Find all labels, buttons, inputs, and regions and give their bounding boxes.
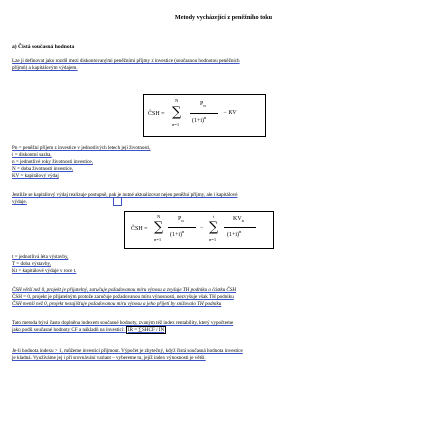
formula2-num2: $KV_n$ bbox=[233, 216, 244, 224]
formula1-sum-bottom: n=1 bbox=[172, 122, 180, 127]
sum-symbol-2a: ∑ bbox=[154, 220, 164, 235]
intro-line-1: Lze ji definovat jako rozdíl mezi diskontovanými peněžními příjmy z investice (současnou hodnotou peněžních bbox=[12, 58, 240, 64]
index-formula: IR = ∑SHCF / IN bbox=[127, 327, 165, 333]
csh-rule-negative: ČSH menší než 0, projekt nezajišťuje požadovanou míru výnosu a jeho přijetí by snižovalo TH podniku bbox=[12, 301, 222, 307]
formula1-tail: − KV bbox=[223, 110, 237, 116]
formula2-sum1-bottom: n=1 bbox=[154, 237, 162, 242]
formula1-numerator: $P_n$ bbox=[200, 101, 206, 109]
sum-symbol-2b: ∑ bbox=[209, 220, 219, 235]
middle-line-1: Jestliže se kapitálový výdaj realizuje postupně, pak je nutné aktualizovat nejen peněžní příjmy, ale i kapitálové bbox=[12, 192, 238, 198]
formula2-fraction-bar-1 bbox=[168, 227, 196, 228]
formula2-num1: $P_n$ bbox=[178, 216, 184, 224]
index-line-2: jako podíl současné hodnoty CF a nákladů na investici: IR = ∑SHCF / IN bbox=[12, 327, 165, 333]
legend2-line-3: Kt = kapitálové výdaje v roce t. bbox=[12, 268, 77, 274]
csh-rule-positive: ČSH větší než 0, projekt je přijatelný, zaručuje požadovanou míru výnosu a zvyšuje TH podniku o částku ČSH bbox=[12, 287, 237, 293]
formula2-den1: $(1+i)^n$ bbox=[170, 229, 185, 238]
formula2-minus: − bbox=[200, 225, 204, 231]
legend1-line-4: N = doba životnosti investice, bbox=[12, 166, 74, 172]
formula1-sum-top: N bbox=[175, 98, 179, 103]
final-line-2: je kladná. Využíváme jej i při srovnávání variant – vybereme tu, jejíž index výnosnosti je větší. bbox=[12, 355, 206, 361]
legend1-line-1: Pn = peněžní příjem z investice v jednotlivých letech její životnosti, bbox=[12, 145, 151, 151]
formula2-sum1-top: N bbox=[157, 214, 161, 219]
intro-line-2: příjmů) a kapitálovým výdajem. bbox=[12, 65, 78, 71]
formula2-sum2-bottom: n=1 bbox=[209, 237, 217, 242]
formula-csh-box bbox=[143, 94, 266, 137]
formula2-fraction-bar-2 bbox=[224, 227, 256, 228]
final-line-1: Je-li hodnota indexu > 1, můžeme investici přijmout. Výpočet je zbytečný, když čistá současná hodnota investice bbox=[12, 348, 243, 354]
formula2-den2: $(1+i)^n$ bbox=[227, 229, 242, 238]
index-line-1: Tato metoda bývá často doplněna indexem současné hodnoty, zvaným též index rentability, který vypočteme bbox=[12, 320, 234, 326]
formula1-fraction-bar bbox=[190, 113, 218, 114]
anchor-marker bbox=[113, 197, 122, 206]
middle-line-2: výdaje. bbox=[12, 199, 27, 205]
section-heading: a) Čistá současná hodnota bbox=[12, 44, 75, 50]
legend1-line-5: KV = kapitálový výdaj bbox=[12, 173, 59, 179]
legend2-line-2: T = doba výstavby, bbox=[12, 261, 51, 267]
legend2-line-1: t = jednotlivá léta výstavby, bbox=[12, 254, 69, 260]
formula1-lhs: ČSH = bbox=[148, 111, 165, 117]
document-title: Metody vycházející z peněžního toku bbox=[174, 14, 273, 21]
formula1-denominator: $(1+i)^n$ bbox=[192, 115, 207, 124]
legend1-line-2: i = diskontní sazba, bbox=[12, 152, 52, 158]
formula2-lhs: ČSH = bbox=[131, 226, 148, 232]
formula2-sum2-top: t bbox=[213, 214, 215, 219]
formula-csh-staged-box bbox=[124, 211, 274, 249]
sum-symbol-1: ∑ bbox=[172, 105, 182, 120]
csh-rule-zero: ČSH = 0, projekt je přijatelným protože zaručuje požadovanou míru výnosnosti, nezvyšuje však TH podniku bbox=[12, 294, 234, 300]
legend1-line-3: n = jednotlivé roky životnosti investice, bbox=[12, 159, 93, 165]
